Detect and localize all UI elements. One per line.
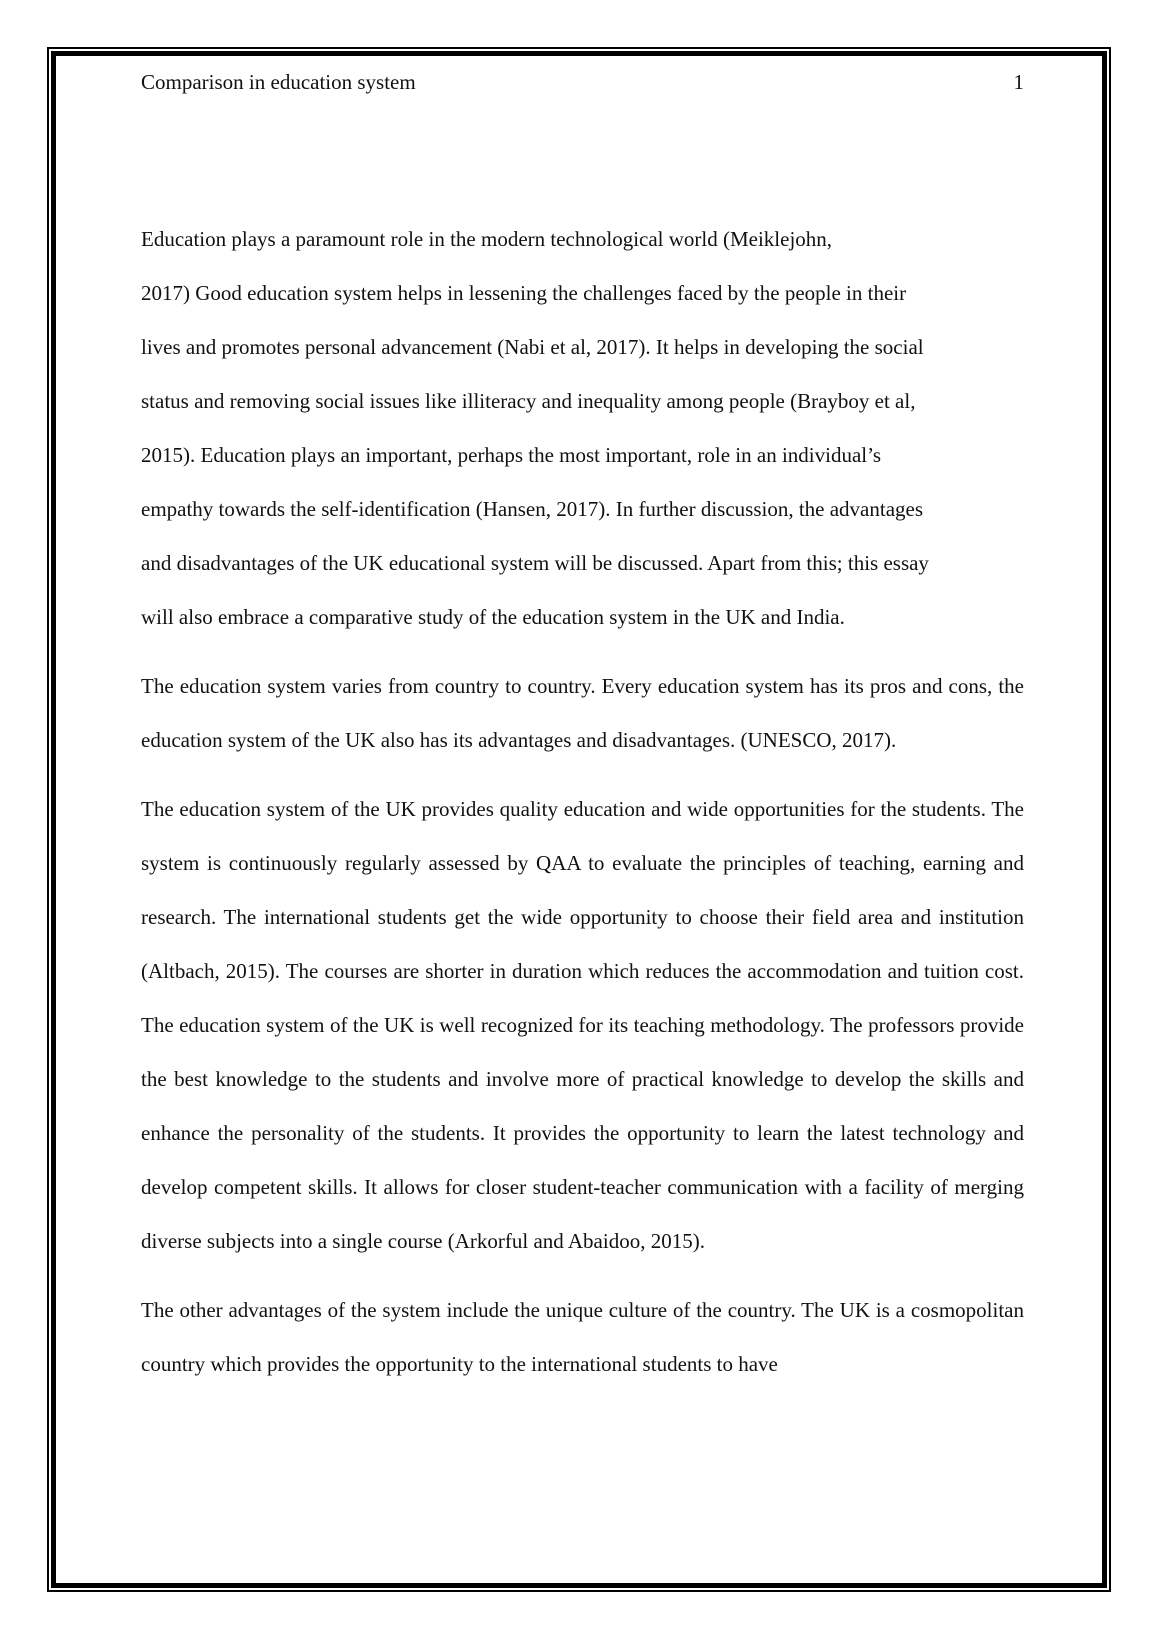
paragraph-uk-advantages: The education system of the UK provides quality education and wide opportunities for the students. The system is continuously regularly assessed by QAA to evaluate the principles of teaching, earning and research. The international students get the wide opportunity to choose their field area and institution (Altbach, 2015). The courses are shorter in duration which reduces the accommodation and tuition cost. The education system of the UK is well recognized for its teaching methodology. The professors provide the best knowledge to the students and involve more of practical knowledge to develop the skills and enhance the personality of the students. It provides the opportunity to learn the latest technology and develop competent skills. It allows for closer student-teacher communication with a facility of merging diverse subjects into a single course (Arkorful and Abaidoo, 2015). xyxy=(141,797,1024,1253)
text-line: Education plays a paramount role in the modern technological world (Meiklejohn, xyxy=(141,227,833,251)
header-title: Comparison in education system xyxy=(141,70,416,94)
paragraph-intro xyxy=(141,212,1024,644)
text-line: lives and promotes personal advancement (Nabi et al, 2017). It helps in developing the social xyxy=(141,335,924,359)
paragraph-other-advantages: The other advantages of the system include the unique culture of the country. The UK is a cosmopolitan country which provides the opportunity to the international students to have xyxy=(141,1298,1024,1376)
document-body xyxy=(141,212,1024,1391)
text-line: 2015). Education plays an important, perhaps the most important, role in an individual’s xyxy=(141,443,882,467)
text-line: 2017) Good education system helps in lessening the challenges faced by the people in their xyxy=(141,281,907,305)
text-line: will also embrace a comparative study of the education system in the UK and India. xyxy=(141,605,845,629)
paragraph-system-varies: The education system varies from country to country. Every education system has its pros and cons, the education system of the UK also has its advantages and disadvantages. (UNESCO, 2017). xyxy=(141,674,1024,752)
text-line: and disadvantages of the UK educational system will be discussed. Apart from this; this essay xyxy=(141,551,929,575)
page-number: 1 xyxy=(1013,70,1024,94)
text-line: empathy towards the self-identification (Hansen, 2017). In further discussion, the advantages xyxy=(141,497,924,521)
text-line: status and removing social issues like illiteracy and inequality among people (Brayboy et al, xyxy=(141,389,916,413)
